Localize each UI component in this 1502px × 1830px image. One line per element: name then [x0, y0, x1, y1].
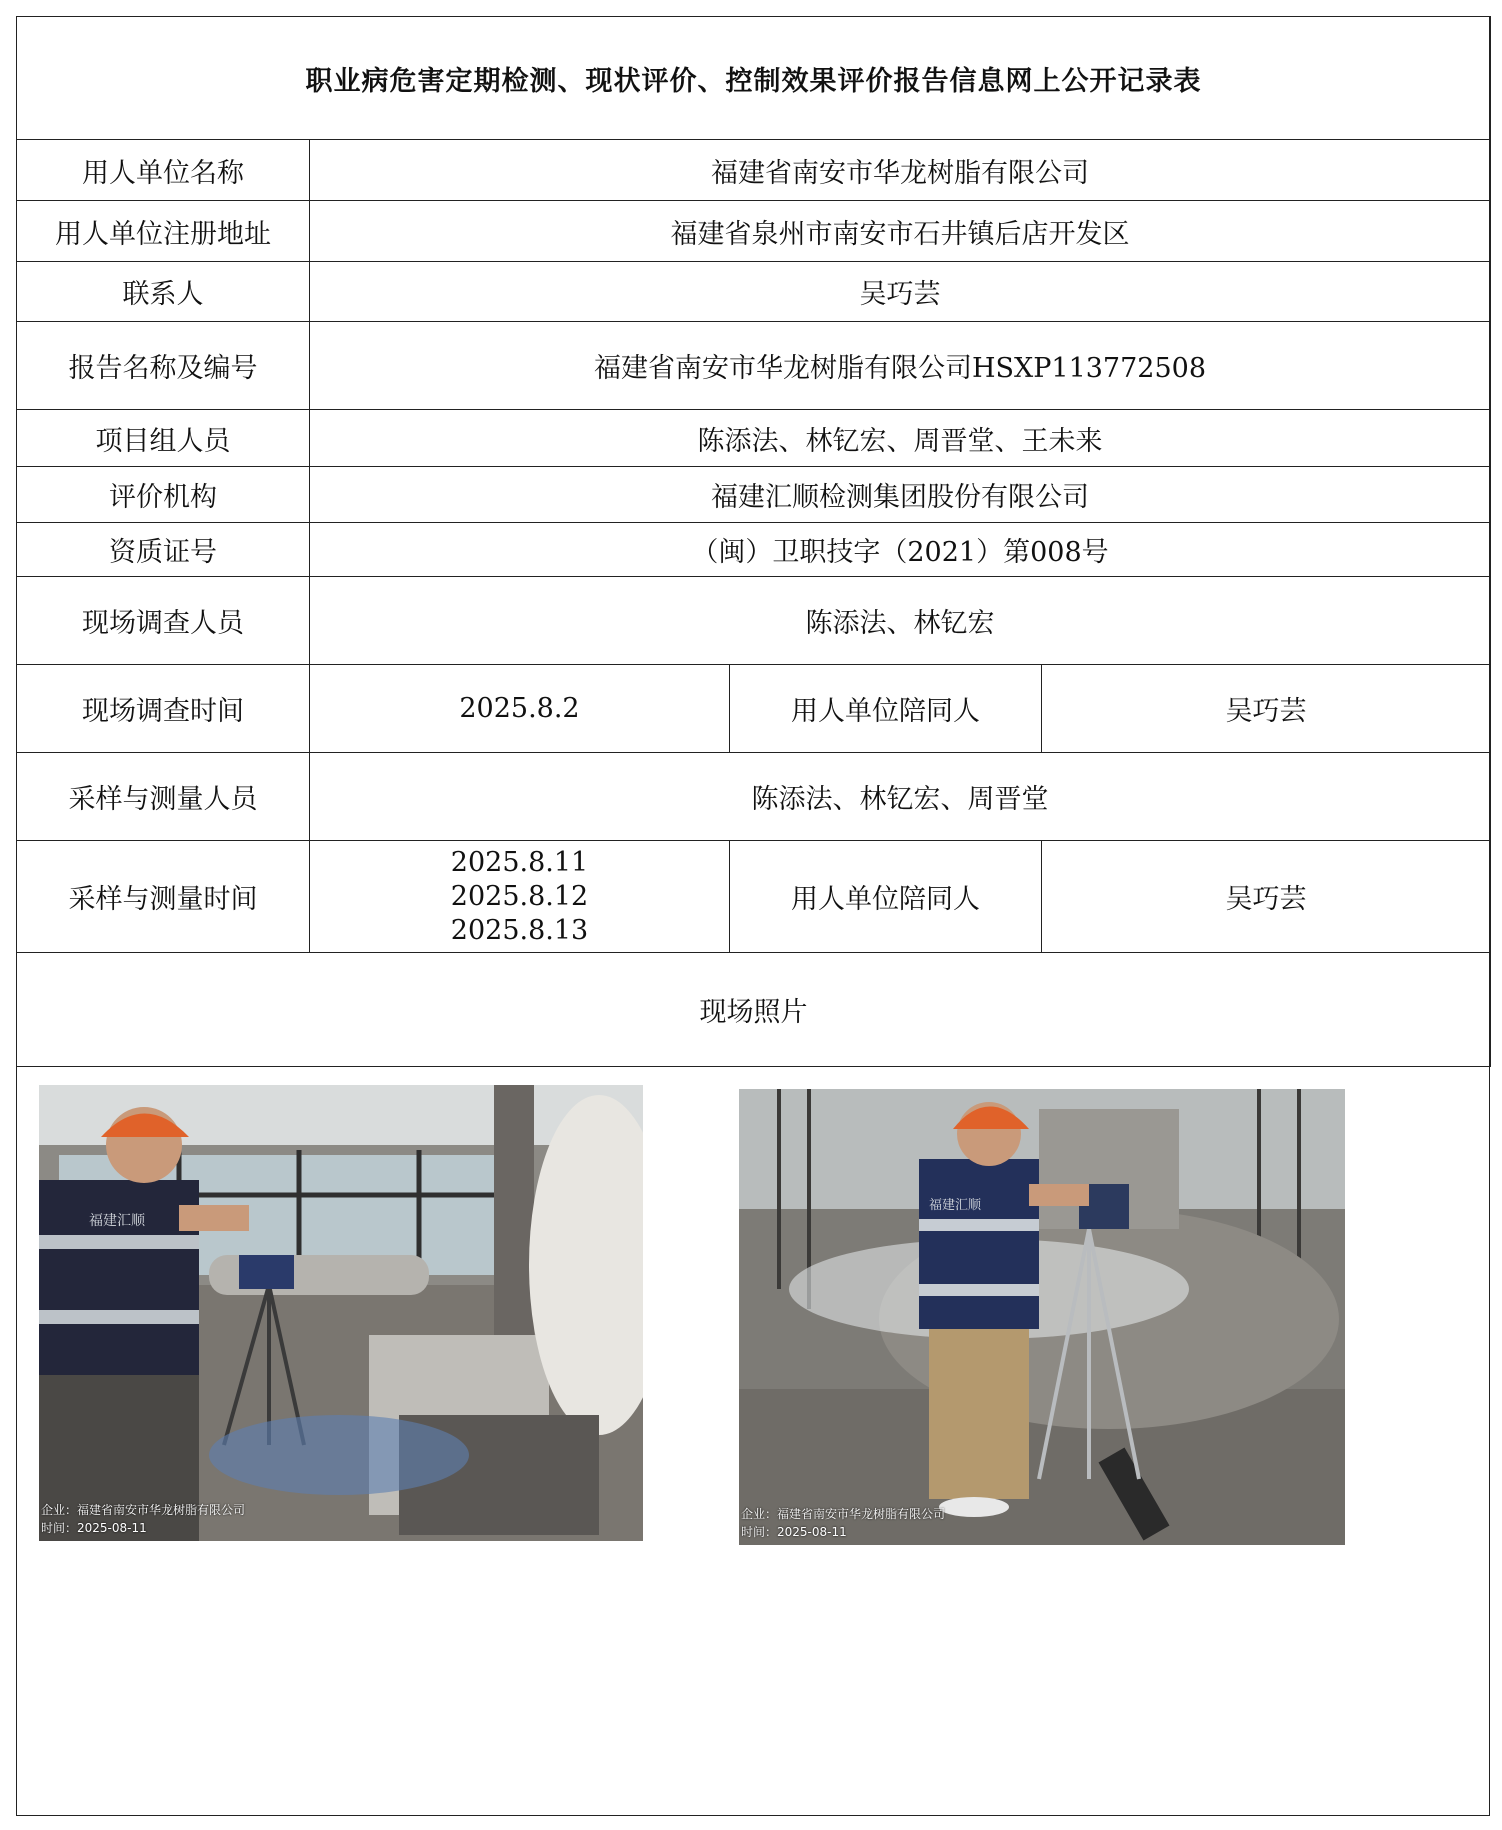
report-value: 福建省南安市华龙树脂有限公司HSXP113772508 — [310, 322, 1491, 410]
survey-staff-label: 现场调查人员 — [17, 577, 310, 665]
site-photo-2 — [739, 1089, 1345, 1545]
site-photo-1 — [39, 1085, 643, 1541]
employer-name-value: 福建省南安市华龙树脂有限公司 — [310, 140, 1491, 201]
sampling-date: 2025.8.12 — [450, 880, 589, 912]
qualification-label: 资质证号 — [17, 523, 310, 577]
photos-heading: 现场照片 — [17, 953, 1491, 1067]
survey-companion-value: 吴巧芸 — [1042, 665, 1491, 753]
sampling-date: 2025.8.11 — [450, 846, 589, 878]
survey-time-value: 2025.8.2 — [310, 665, 730, 753]
report-label: 报告名称及编号 — [17, 322, 310, 410]
sampling-dates-cell — [310, 841, 730, 953]
employer-address-value: 福建省泉州市南安市石井镇后店开发区 — [310, 201, 1491, 262]
page-title: 职业病危害定期检测、现状评价、控制效果评价报告信息网上公开记录表 — [17, 17, 1491, 140]
team-label: 项目组人员 — [17, 410, 310, 467]
contact-value: 吴巧芸 — [310, 262, 1491, 322]
vest-logo-text: 福建汇顺 — [89, 1213, 145, 1229]
employer-name-label: 用人单位名称 — [17, 140, 310, 201]
sampling-companion-value: 吴巧芸 — [1042, 841, 1491, 953]
sampling-staff-value: 陈添法、林钇宏、周晋堂 — [310, 753, 1491, 841]
photo-1-company-watermark: 企业：福建省南安市华龙树脂有限公司 — [41, 1503, 246, 1517]
agency-label: 评价机构 — [17, 467, 310, 523]
record-table — [16, 16, 1491, 1067]
photo-2-time-watermark: 时间：2025-08-11 — [741, 1525, 847, 1539]
photo-2-company-watermark: 企业：福建省南安市华龙树脂有限公司 — [741, 1507, 946, 1521]
photo-1-time-watermark: 时间：2025-08-11 — [41, 1521, 147, 1535]
team-value: 陈添法、林钇宏、周晋堂、王未来 — [310, 410, 1491, 467]
survey-staff-value: 陈添法、林钇宏 — [310, 577, 1491, 665]
qualification-value: （闽）卫职技字（2021）第008号 — [310, 523, 1491, 577]
sampling-date: 2025.8.13 — [450, 914, 589, 946]
site-photo-2-image — [739, 1089, 1345, 1545]
sampling-companion-label: 用人单位陪同人 — [730, 841, 1042, 953]
contact-label: 联系人 — [17, 262, 310, 322]
agency-value: 福建汇顺检测集团股份有限公司 — [310, 467, 1491, 523]
employer-address-label: 用人单位注册地址 — [17, 201, 310, 262]
survey-companion-label: 用人单位陪同人 — [730, 665, 1042, 753]
sampling-time-label: 采样与测量时间 — [17, 841, 310, 953]
sampling-staff-label: 采样与测量人员 — [17, 753, 310, 841]
survey-time-label: 现场调查时间 — [17, 665, 310, 753]
vest-logo-text: 福建汇顺 — [929, 1198, 982, 1213]
site-photo-1-image — [39, 1085, 643, 1541]
